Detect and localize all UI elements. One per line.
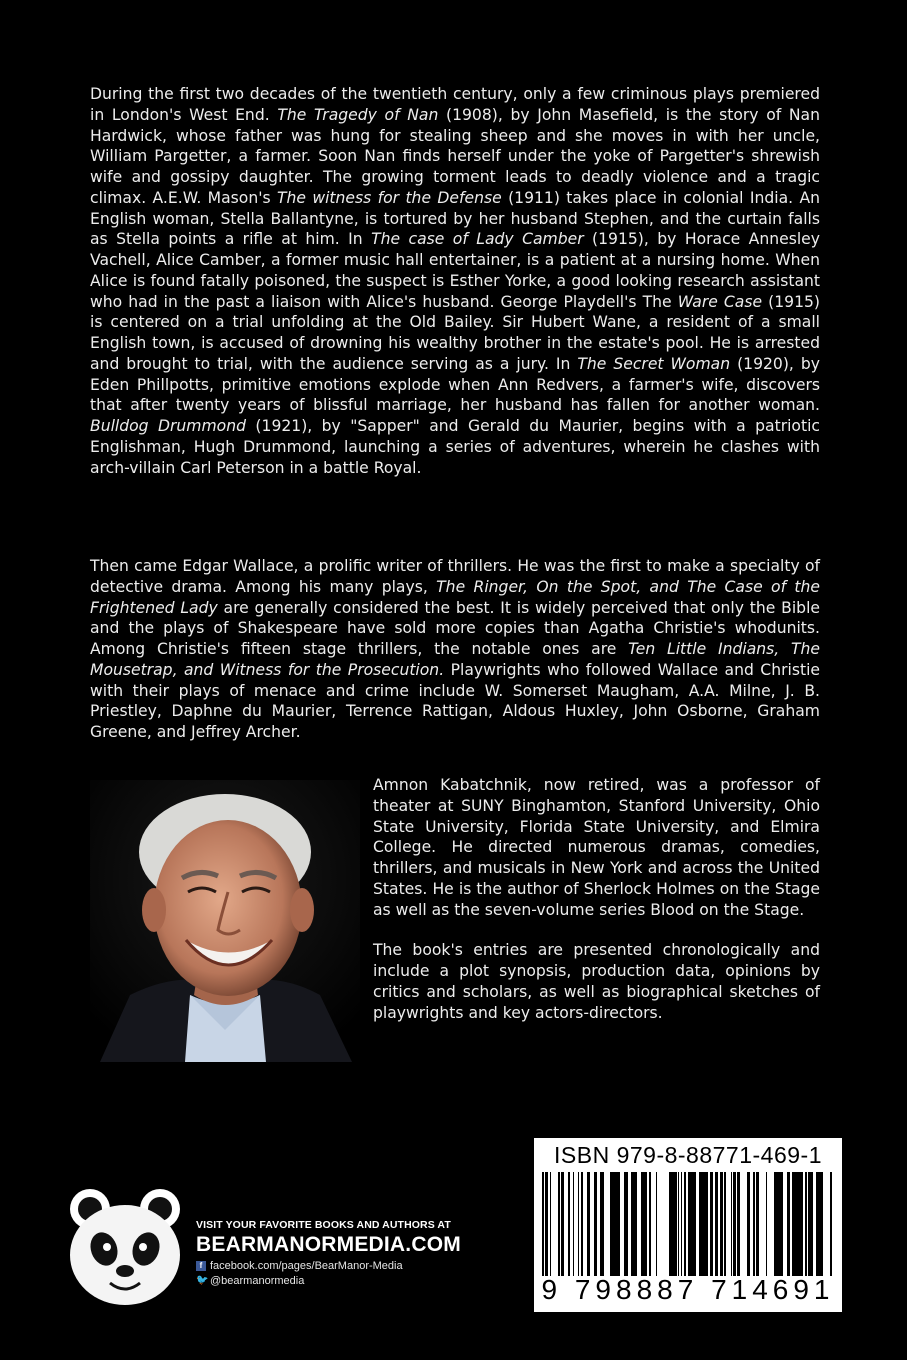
barcode-bar: [724, 1172, 726, 1276]
body-text: During the first two decades of the twentieth century, only a few criminous plays premiered in London's West End.: [90, 85, 820, 124]
barcode-bar: [689, 1172, 691, 1276]
barcode-bar: [602, 1172, 604, 1276]
isbn-barcode: [534, 1138, 842, 1312]
barcode-bar: [778, 1172, 781, 1276]
barcode-bar: [805, 1172, 807, 1276]
publisher-info: [196, 1219, 461, 1287]
barcode-bar: [720, 1172, 723, 1276]
body-text: (1915), by Horace Annesley Vachell, Alice Camber, a former music hall entertainer, is a patient at a nursing home. When Alice is found fatally poisoned, the suspect is Esther Yorke, a good looking research assistant who had in the past a liaison with Alice's husband. George Playdell's The: [90, 230, 820, 311]
author-photo: [90, 780, 360, 1062]
barcode-bar: [706, 1172, 708, 1276]
barcode-bar: [811, 1172, 813, 1276]
publisher-logo: [60, 1185, 190, 1310]
barcode-bar: [808, 1172, 811, 1276]
barcode-bar: [581, 1172, 582, 1276]
barcode-bar: [649, 1172, 651, 1276]
barcode-bar: [757, 1172, 759, 1276]
barcode-bar: [617, 1172, 620, 1276]
barcode-bar: [614, 1172, 617, 1276]
title-text: Ten Little Indians, The Mousetrap, and Witness for the Prosecution.: [90, 640, 820, 679]
body-text: (1911) takes place in colonial India. An English woman, Stella Ballantyne, is tortured by her husband Stephen, and the curtain falls as Stella points a rifle at him. In: [90, 188, 821, 249]
barcode-bar: [821, 1172, 823, 1276]
barcode-bar: [656, 1172, 657, 1276]
barcode-bar: [641, 1172, 644, 1276]
barcode-bar: [710, 1172, 713, 1276]
barcode-bar: [747, 1172, 750, 1276]
twitter-text: @bearmanormedia: [210, 1275, 305, 1287]
title-text: The case of Lady Camber: [371, 230, 584, 249]
panda-icon: [70, 1189, 180, 1305]
barcode-bar: [691, 1172, 694, 1276]
barcode-bar: [631, 1172, 632, 1276]
barcode-bar: [669, 1172, 670, 1276]
barcode-bar: [738, 1172, 739, 1276]
barcode-bar: [795, 1172, 798, 1276]
title-text: Ware Case: [677, 292, 763, 311]
author-bio: [373, 775, 820, 1023]
barcode-bar: [699, 1172, 701, 1276]
body-text: Then came Edgar Wallace, a prolific writer of thrillers. He was the first to make a specialty of detective drama. Among his many plays,: [90, 557, 820, 596]
barcode-bar: [753, 1172, 755, 1276]
barcode-bar: [611, 1172, 614, 1276]
barcode-bar: [624, 1172, 627, 1276]
barcode-bar: [632, 1172, 634, 1276]
barcode-bar: [644, 1172, 646, 1276]
ean-digits: 9 798887 714691: [541, 1274, 835, 1305]
body-text: Playwrights who followed Wallace and Christie with their plays of menace and crime include W. Somerset Maugham, A.A. Milne, J. B. Priestley, Daphne du Maurier, Terrence Rattigan, Aldous Huxley, John Osborne, Graham Greene, and Jeffrey Archer.: [90, 660, 820, 741]
barcode-bar: [672, 1172, 674, 1276]
barcode-bar: [737, 1172, 738, 1276]
barcode-bar: [578, 1172, 579, 1276]
title-text: The witness for the Defense: [276, 188, 502, 207]
barcode-bar: [684, 1172, 686, 1276]
facebook-link[interactable]: [196, 1260, 461, 1272]
visit-text: VISIT YOUR FAVORITE BOOKS AND AUTHORS AT: [196, 1219, 451, 1231]
barcode-bar: [774, 1172, 777, 1276]
publisher-website[interactable]: BEARMANORMEDIA.COM: [196, 1233, 461, 1256]
barcode-bar: [701, 1172, 704, 1276]
description-paragraph-1: [90, 84, 820, 478]
title-text: Bulldog Drummond: [90, 417, 247, 435]
barcode-bar: [678, 1172, 679, 1276]
barcode-bar: [568, 1172, 570, 1276]
isbn-label: ISBN 979-8-88771-469-1: [554, 1142, 822, 1168]
barcode-bar: [610, 1172, 611, 1276]
barcode-bar: [799, 1172, 800, 1276]
title-text: The Ringer, On the Spot, and The Case of the Frightened Lady: [90, 577, 821, 617]
barcode-bar: [798, 1172, 799, 1276]
barcode-bar: [681, 1172, 682, 1276]
barcode-bar: [573, 1172, 574, 1276]
book-summary-paragraph: The book's entries are presented chronologically and include a plot synopsis, production data, opinions by critics and scholars, as well as biographical sketches of playwrights and key actors-directors.: [373, 941, 820, 1022]
barcode-bar: [694, 1172, 696, 1276]
barcode-bar: [600, 1172, 602, 1276]
description-paragraph-2: [90, 556, 820, 743]
barcode-bar: [636, 1172, 637, 1276]
barcode-bar: [558, 1172, 560, 1276]
barcode-bar: [731, 1172, 732, 1276]
barcode-bar: [787, 1172, 788, 1276]
barcode-bar: [818, 1172, 821, 1276]
barcode-bar: [545, 1172, 547, 1276]
barcode-bar: [704, 1172, 706, 1276]
barcode-bars: [542, 1172, 834, 1276]
barcode-bar: [634, 1172, 636, 1276]
barcode-bar: [627, 1172, 628, 1276]
facebook-text: facebook.com/pages/BearManor-Media: [210, 1260, 403, 1272]
title-text: The Secret Woman: [577, 354, 731, 373]
barcode-bar: [542, 1172, 544, 1276]
body-text: (1908), by John Masefield, is the story of Nan Hardwick, whose father was hung for stealing sheep and she moves in with her uncle, William Pargetter, a farmer. Soon Nan finds herself under the yoke of Pargetter's shrewish wife and gossipy daughter. The growing torment leads to deadly violence and a tragic climax. A.E.W. Mason's: [90, 105, 820, 207]
barcode-bar: [830, 1172, 832, 1276]
barcode-bar: [766, 1172, 767, 1276]
barcode-bar: [739, 1172, 740, 1276]
body-text: (1920), by Eden Phillpotts, primitive emotions explode when Ann Redvers, a farmer's wife, discovers that after twenty years of blissful marriage, her husband has fallen for another woman.: [90, 354, 820, 415]
twitter-link[interactable]: [196, 1275, 461, 1287]
barcode-bar: [733, 1172, 736, 1276]
barcode-bar: [788, 1172, 790, 1276]
barcode-bar: [792, 1172, 795, 1276]
body-text: (1915) is centered on a trial unfolding at the Old Bailey. Sir Hubert Wane, a resident of a small English town, is accused of drowning his wealthy brother in the estate's pool. He is arrested and brought to trial, with the audience serving as a jury. In: [90, 292, 821, 373]
barcode-bar: [646, 1172, 647, 1276]
barcode-bar: [688, 1172, 689, 1276]
barcode-bar: [800, 1172, 803, 1276]
body-text: are generally considered the best. It is widely perceived that only the Bible and the plays of Shakespeare have sold more copies than Agatha Christie's whodunits. Among Christie's fifteen stage thrillers, the notable ones are: [90, 598, 821, 658]
body-text: (1921), by "Sapper" and Gerald du Maurier, begins with a patriotic Englishman, Hugh Drummond, launching a series of adventures, wherein he clashes with arch-villain Carl Peterson in a battle Royal.: [90, 417, 820, 477]
barcode-bar: [587, 1172, 590, 1276]
barcode-bar: [816, 1172, 818, 1276]
facebook-icon: f: [196, 1261, 206, 1271]
barcode-bar: [582, 1172, 583, 1276]
barcode-bar: [547, 1172, 548, 1276]
barcode-bar: [674, 1172, 677, 1276]
twitter-icon: 🐦: [196, 1275, 209, 1286]
barcode-bar: [756, 1172, 757, 1276]
barcode-bar: [561, 1172, 564, 1276]
barcode-bar: [715, 1172, 718, 1276]
barcode-bar: [550, 1172, 551, 1276]
barcode-bar: [781, 1172, 783, 1276]
author-bio-paragraph: Amnon Kabatchnik, now retired, was a professor of theater at SUNY Binghamton, Stanford University, Ohio State University, Florida State University, and Elmira College. He directed numerous dramas, comedies, thrillers, and musicals in New York and across the United States. He is the author of Sherlock Holmes on the Stage as well as the seven-volume series Blood on the Stage.: [373, 776, 820, 919]
barcode-bar: [777, 1172, 778, 1276]
title-text: The Tragedy of Nan: [277, 105, 439, 124]
barcode-bar: [670, 1172, 672, 1276]
barcode-bar: [594, 1172, 597, 1276]
